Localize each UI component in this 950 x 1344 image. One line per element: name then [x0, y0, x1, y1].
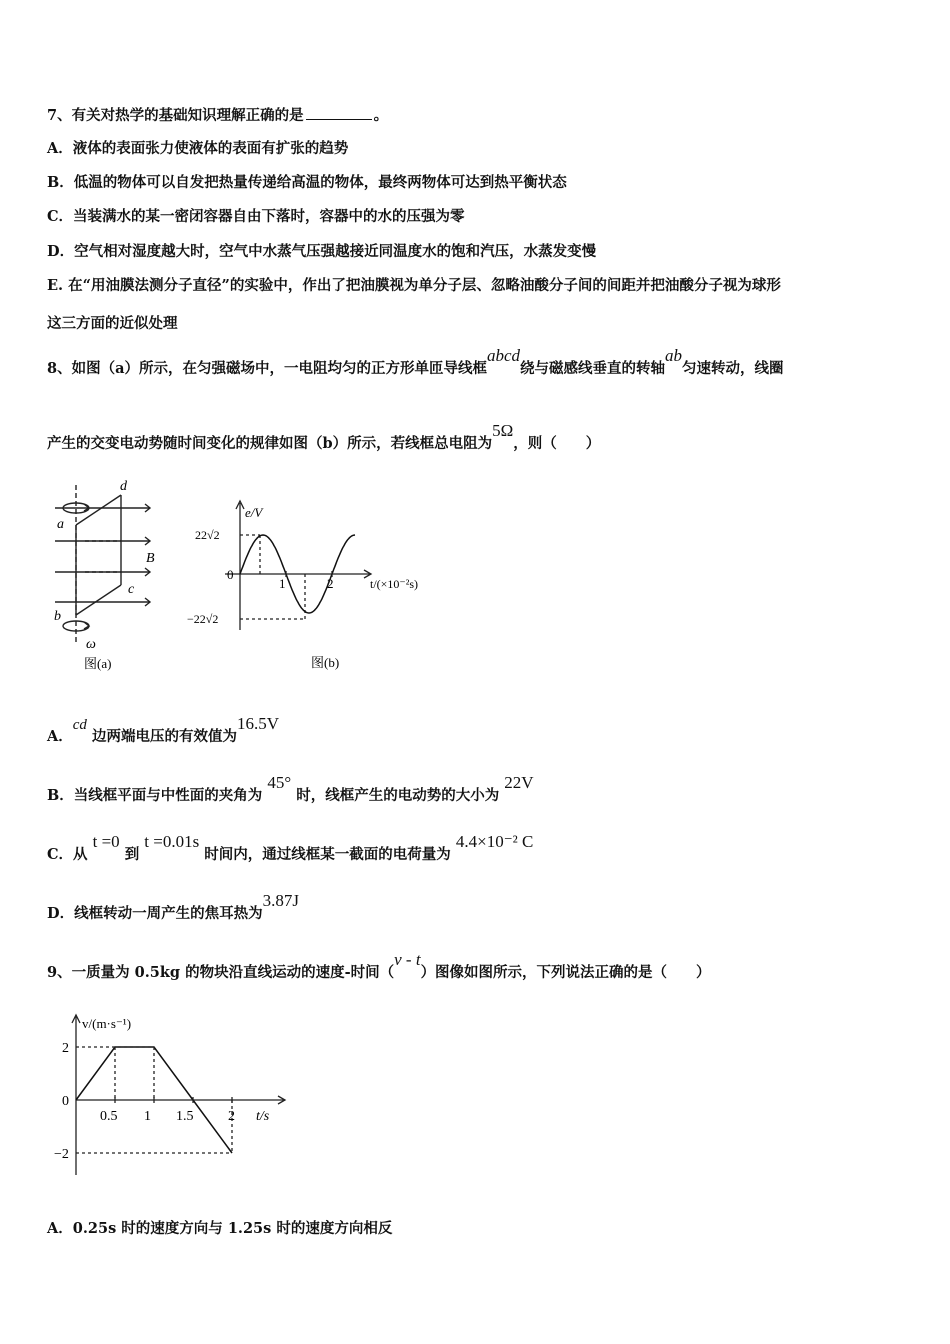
q7-option-e-line1[interactable]: E. 在“用油膜法测分子直径”的实验中，作出了把油膜视为单分子层、忽略油酸分子间的间距并把油酸分子视为球形: [47, 277, 781, 294]
q8-stem-line2: 产生的交变电动势随时间变化的规律如图（b）所示，若线框总电阻为5Ω，则（ ）: [47, 421, 601, 452]
label-omega: ω: [86, 637, 96, 652]
origin-label: 0: [227, 567, 234, 582]
q7-stem: 7、有关对热学的基础知识理解正确的是 。: [47, 107, 389, 124]
caption-fig-b: 图(b): [311, 655, 340, 670]
label-a: a: [57, 517, 64, 532]
x-tick-2: 2: [228, 1109, 235, 1124]
q9-option-a[interactable]: A．0.25s 时的速度方向与 1.25s 时的速度方向相反: [47, 1220, 393, 1237]
figure-b-emf-graph: [185, 495, 445, 675]
y-tick-2: 2: [62, 1041, 69, 1056]
figure-a-rotating-frame: [40, 470, 180, 675]
y-min-label: −22√2: [187, 612, 219, 626]
x-tick-2: 2: [327, 576, 334, 591]
x-tick-1.5: 1.5: [176, 1109, 194, 1124]
q8-option-c[interactable]: C．从 t =0 到 t =0.01s 时间内，通过线框某一截面的电荷量为 4.4×10⁻² C: [47, 832, 534, 863]
x-axis-label: t/(×10⁻²s): [370, 577, 419, 591]
caption-fig-a: 图(a): [84, 656, 112, 671]
q7-option-e-line2: 这三方面的近似处理: [47, 315, 178, 332]
y-axis-label: e/V: [245, 505, 263, 520]
label-d: d: [120, 479, 127, 494]
q8-option-a[interactable]: A．cd 边两端电压的有效值为16.5V: [47, 714, 280, 745]
q9-stem: 9、一质量为 0.5kg 的物块沿直线运动的速度-时间（v - t）图像如图所示，下列说法正确的是（ ）: [47, 950, 711, 981]
figure-vt-graph: [40, 1010, 300, 1185]
y-axis-label: v/(m·s⁻¹): [82, 1016, 132, 1031]
label-B: B: [146, 551, 155, 566]
x-tick-1: 1: [144, 1109, 151, 1124]
q7-option-c[interactable]: C．当装满水的某一密闭容器自由下落时，容器中的水的压强为零: [47, 208, 465, 225]
resistance-value: 5Ω: [492, 421, 514, 440]
emf-plot-area: [225, 501, 371, 630]
x-axis-label: t/s: [256, 1109, 270, 1124]
q8-option-b[interactable]: B．当线框平面与中性面的夹角为 45° 时，线框产生的电动势的大小为 22V: [47, 773, 534, 804]
answer-blank[interactable]: [306, 119, 372, 120]
axis-name: ab: [665, 346, 683, 365]
q7-option-d[interactable]: D．空气相对湿度越大时，空气中水蒸气压强越接近同温度水的饱和汽压，水蒸发变慢: [47, 243, 597, 260]
y-tick-neg2: −2: [54, 1147, 69, 1162]
label-c: c: [128, 582, 135, 597]
x-tick-1: 1: [279, 576, 286, 591]
q7-option-a[interactable]: A．液体的表面张力使液体的表面有扩张的趋势: [47, 140, 349, 157]
q8-stem-line1: 8、如图（a）所示，在匀强磁场中，一电阻均匀的正方形单匝导线框abcd绕与磁感线垂直的转轴ab匀速转动，线圈: [47, 346, 784, 377]
q7-option-b[interactable]: B．低温的物体可以自发把热量传递给高温的物体，最终两物体可达到热平衡状态: [47, 174, 567, 191]
label-b: b: [54, 609, 61, 624]
vt-plot-area: [72, 1015, 285, 1175]
y-max-label: 22√2: [195, 528, 220, 542]
y-tick-0: 0: [62, 1094, 69, 1109]
x-tick-0.5: 0.5: [100, 1109, 118, 1124]
q8-option-d[interactable]: D．线框转动一周产生的焦耳热为3.87J: [47, 891, 299, 922]
frame-name: abcd: [486, 346, 521, 365]
